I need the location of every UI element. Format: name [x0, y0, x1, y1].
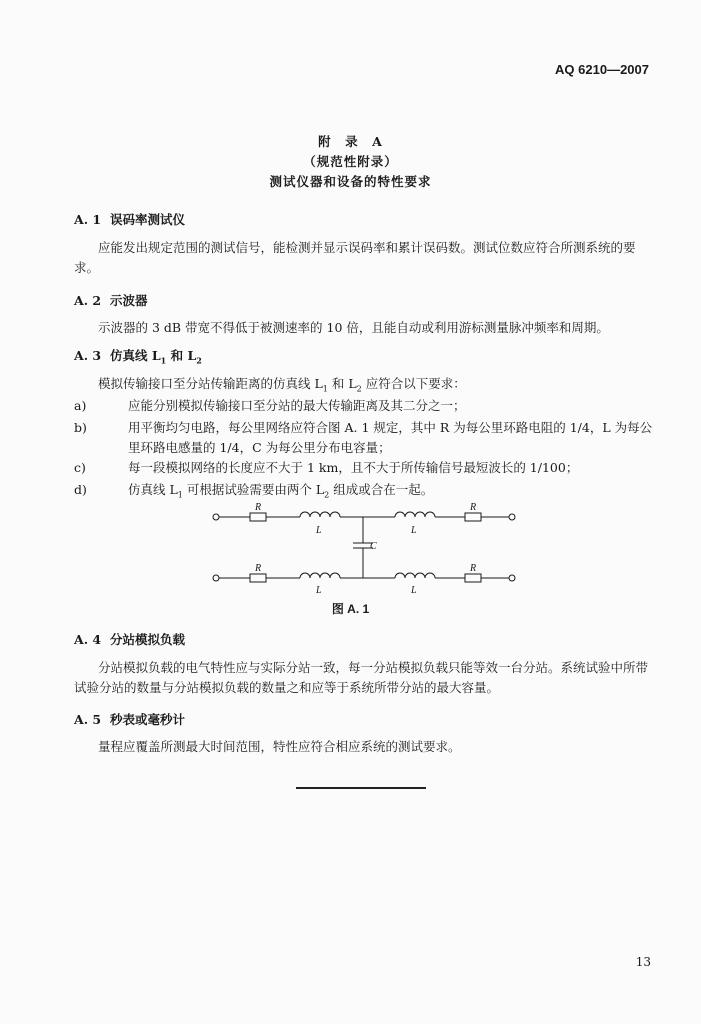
section-title: 误码率测试仪: [110, 212, 186, 227]
section-a4-body: 分站模拟负载的电气特性应与实际分站一致，每一分站模拟负载只能等效一台分站。系统试验中所带试验分站的数量与分站模拟负载的数量之和应等于系统所带分站的最大容量。: [74, 660, 649, 695]
inductor: [395, 512, 435, 517]
resistor-label: R: [255, 502, 262, 513]
section-a2-body: 示波器的 3 dB 带宽不得低于被测速率的 10 倍，且能自动或利用游标测量脉冲频率和周期。: [98, 320, 609, 335]
section-a5-heading: [74, 710, 185, 728]
resistor: [250, 574, 266, 582]
list-item: [74, 396, 654, 416]
resistor: [465, 574, 481, 582]
section-a1-heading: [74, 210, 185, 228]
list-label: b): [74, 420, 87, 435]
document-code: AQ 6210—2007: [555, 62, 649, 77]
terminal: [509, 514, 515, 520]
inductor-label: L: [316, 585, 322, 595]
list-item: [74, 480, 654, 500]
inductor-label: L: [411, 525, 417, 536]
section-number: A. 5: [74, 712, 102, 727]
section-title: 示波器: [110, 293, 148, 308]
section-a5-body: 量程应覆盖所测最大时间范围，特性应符合相应系统的测试要求。: [98, 739, 461, 754]
section-title: 仿真线 $L_1$ 和 $L_2$: [110, 348, 202, 366]
appendix-type: （规范性附录）: [303, 154, 398, 169]
inductor: [395, 573, 435, 578]
appendix-title: 附 录 A: [318, 134, 383, 149]
end-rule: [296, 787, 426, 789]
list-text: 每一段模拟网络的长度应不大于 1 km，且不大于所传输信号最短波长的 1/100；: [128, 460, 579, 475]
section-number: A. 1: [74, 212, 102, 227]
capacitor-label: C: [370, 541, 377, 552]
inductor: [300, 573, 340, 578]
list-text: 应能分别模拟传输接口至分站的最大传输距离及其二分之一；: [128, 398, 466, 413]
list-item: [74, 418, 654, 458]
section-a1-body: 应能发出规定范围的测试信号，能检测并显示误码率和累计误码数。测试位数应符合所测系统的要求。: [74, 240, 636, 275]
page-number: 13: [635, 955, 651, 969]
list-label: a): [74, 398, 87, 413]
resistor-label: R: [470, 502, 477, 513]
appendix-title-block: [0, 132, 701, 192]
section-a4-heading: [74, 630, 185, 648]
terminal: [213, 514, 219, 520]
section-title: 秒表或毫秒计: [110, 712, 186, 727]
circuit-diagram: [200, 500, 530, 595]
list-text: 用平衡均匀电路，每公里网络应符合图 A. 1 规定，其中 R 为每公里环路电阻的 1/4，L 为每公里环路电感量的 1/4，C 为每公里分布电容量；: [128, 420, 653, 455]
resistor-label: R: [470, 563, 477, 574]
section-a3-heading: [74, 346, 202, 366]
figure-caption: 图 A. 1: [331, 602, 370, 616]
resistor-label: R: [255, 563, 262, 574]
inductor: [300, 512, 340, 517]
section-number: A. 2: [74, 293, 102, 308]
section-number: A. 4: [74, 632, 102, 647]
section-title: 分站模拟负载: [110, 632, 186, 647]
list-text: 仿真线 $L_1$ 可根据试验需要由两个 $L_2$ 组成或合在一起。: [128, 482, 434, 500]
list-label: d): [74, 482, 87, 497]
inductor-label: L: [411, 585, 417, 595]
resistor: [250, 513, 266, 521]
section-number: A. 3: [74, 348, 102, 363]
section-a3-intro: 模拟传输接口至分站传输距离的仿真线 $L_1$ 和 $L_2$ 应符合以下要求：: [98, 376, 466, 394]
terminal: [509, 575, 515, 581]
inductor-label: L: [316, 525, 322, 536]
resistor: [465, 513, 481, 521]
section-a2-heading: [74, 291, 148, 309]
terminal: [213, 575, 219, 581]
appendix-subject: 测试仪器和设备的特性要求: [269, 174, 432, 189]
list-item: [74, 458, 654, 478]
list-label: c): [74, 460, 86, 475]
